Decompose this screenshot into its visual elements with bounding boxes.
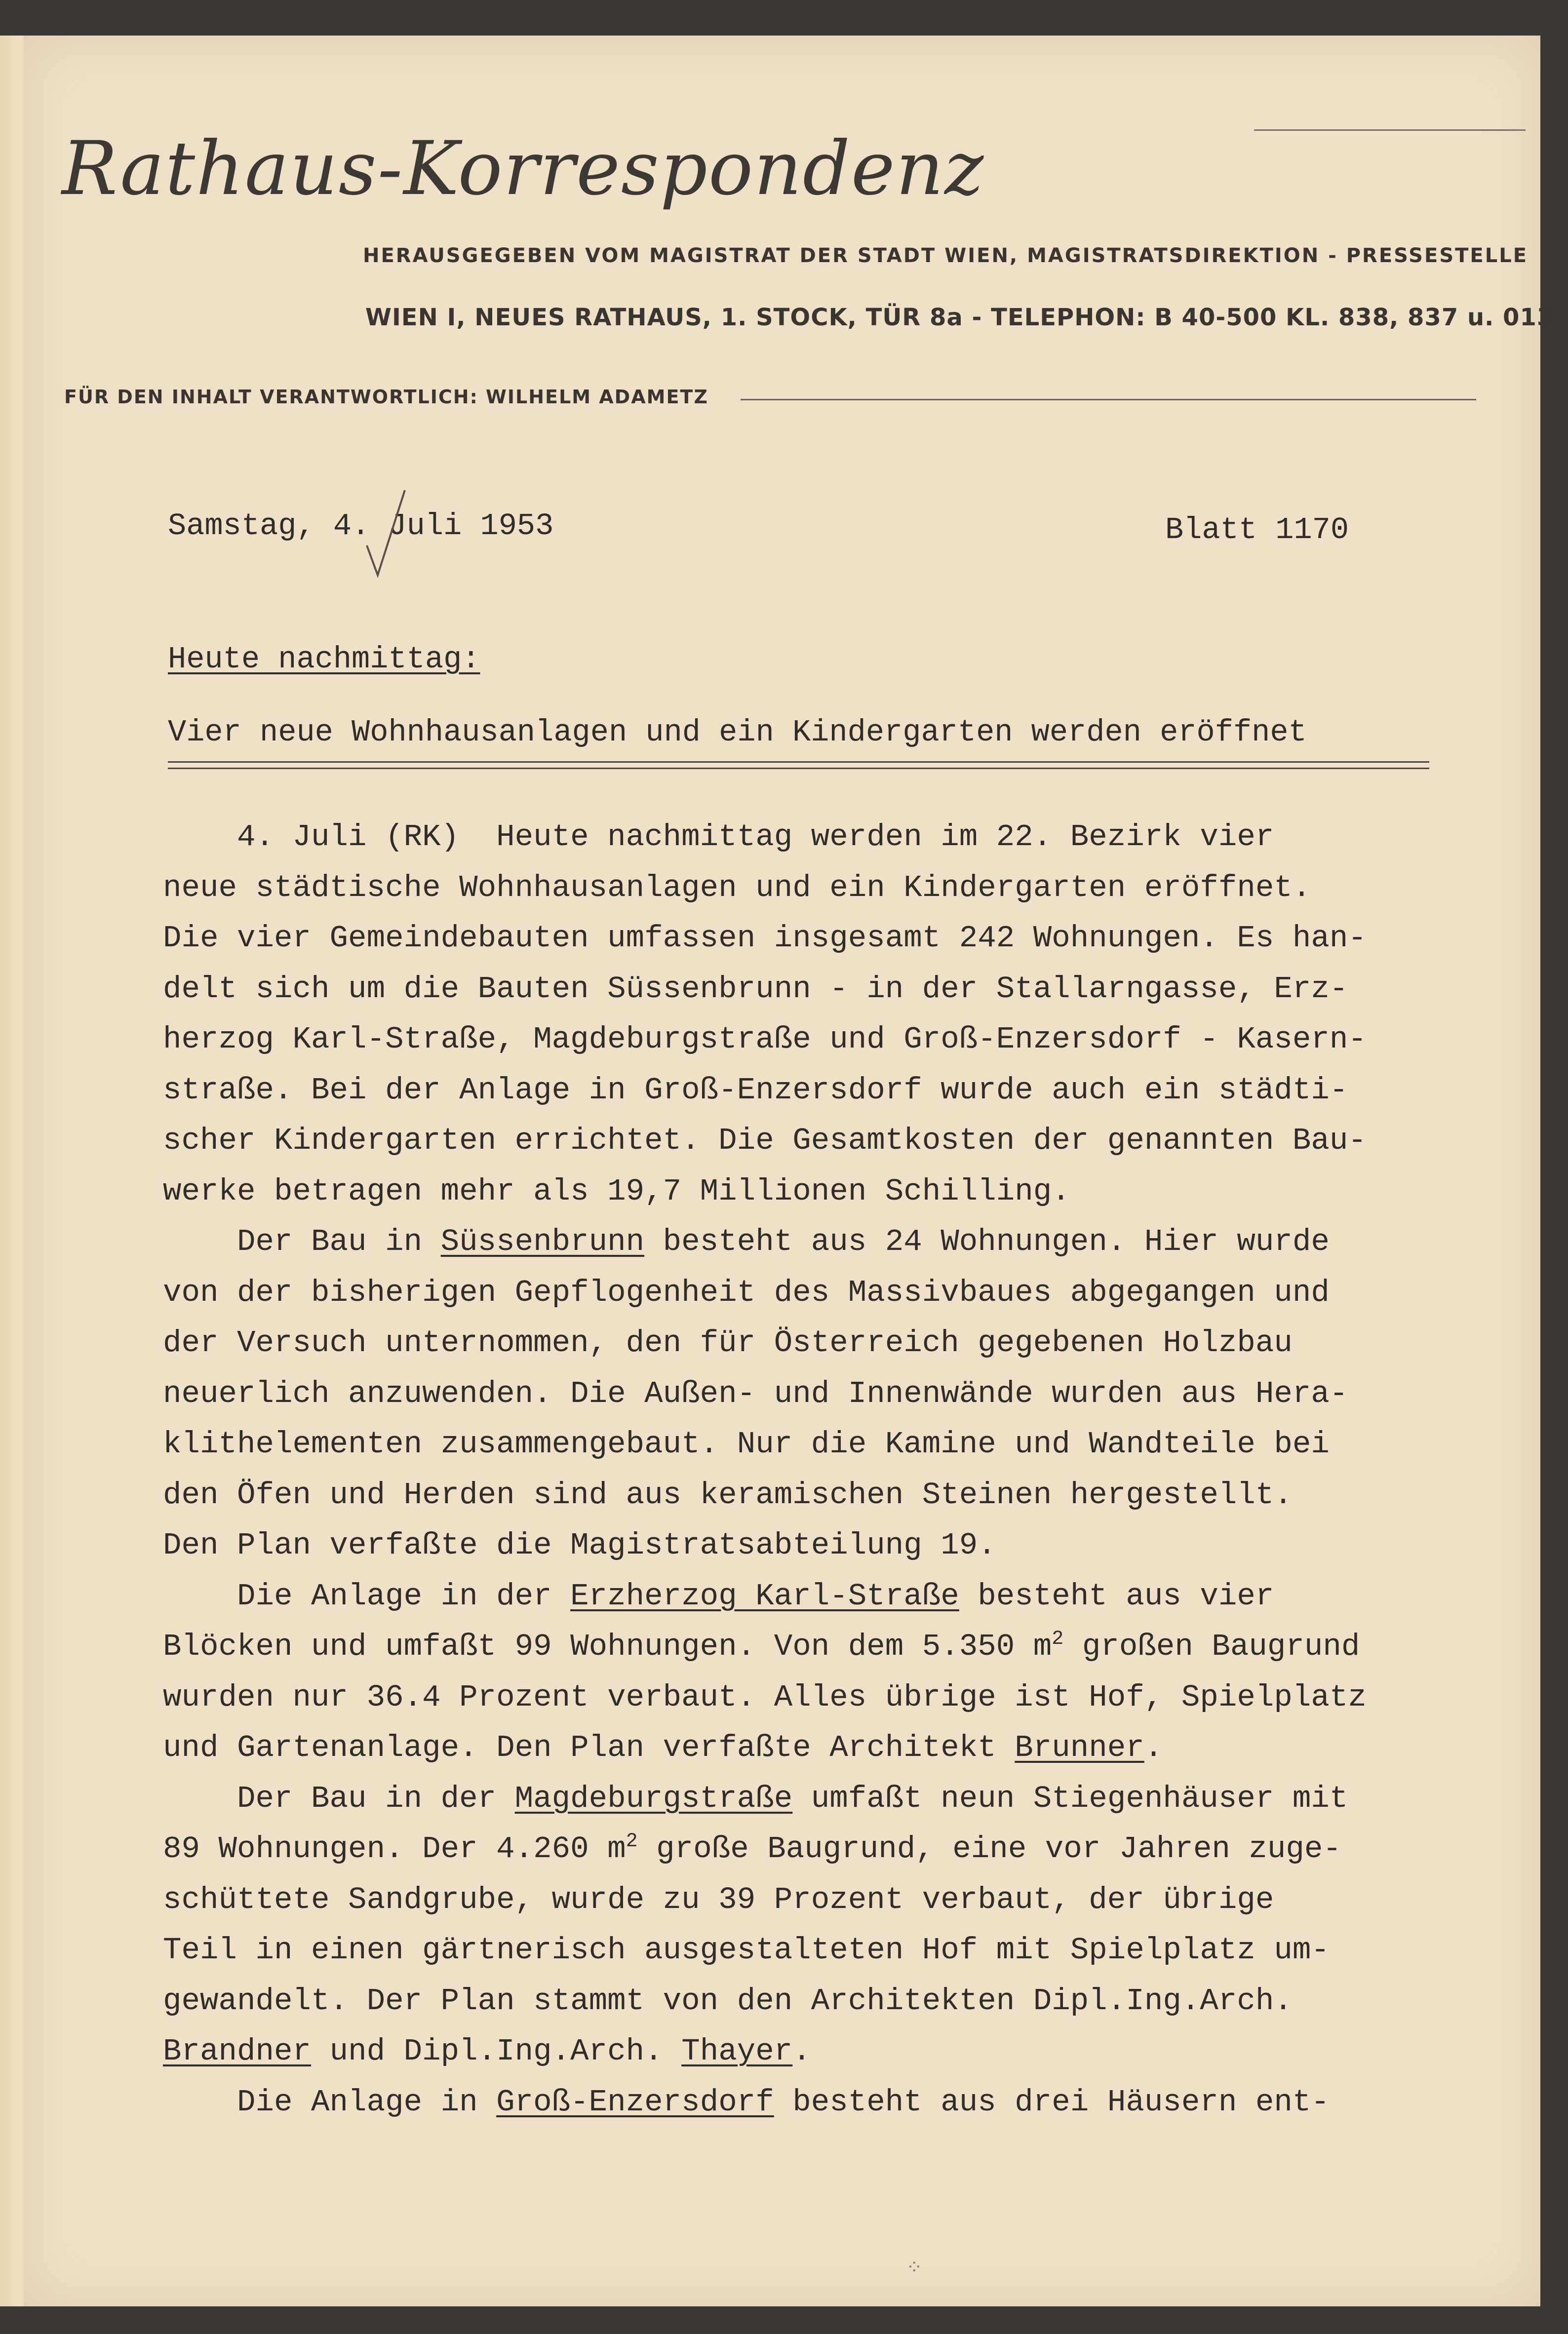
p1-line: scher Kindergarten errichtet. Die Gesamtkosten der genannten Bau- — [163, 1123, 1367, 1158]
sheet-number: Blatt 1170 — [1165, 512, 1349, 547]
p2-line: von der bisherigen Gepflogenheit des Massivbaues abgegangen und — [163, 1275, 1330, 1310]
p1-line: 4. Juli (RK) Heute nachmittag werden im 22. Bezirk vier — [163, 819, 1274, 855]
paper-specks: ⁘ — [906, 2258, 923, 2280]
p4-line: Teil in einen gärtnerisch ausgestalteten Hof mit Spielplatz um- — [163, 1933, 1330, 1968]
architect-thayer: Thayer — [681, 2034, 793, 2069]
masthead-decorative-rule — [1254, 129, 1526, 131]
p3-line: Blöcken und umfaßt 99 Wohnungen. Von dem 5.350 m — [163, 1629, 1052, 1664]
p3-end: . — [1144, 1730, 1163, 1765]
article-kicker: Heute nachmittag: — [168, 642, 480, 677]
place-suessenbrunn: Süssenbrunn — [440, 1224, 645, 1259]
issue-date: Samstag, 4. Juli 1953 — [168, 508, 554, 544]
p3-superscript: 2 — [1052, 1628, 1064, 1651]
publisher-line: HERAUSGEGEBEN VOM MAGISTRAT DER STADT WIEN, MAGISTRATSDIREKTION - PRESSESTELLE — [363, 244, 1529, 267]
p4-line: große Baugrund, eine vor Jahren zuge- — [637, 1831, 1341, 1867]
p1-line: delt sich um die Bauten Süssenbrunn - in der Stallarngasse, Erz- — [163, 971, 1348, 1007]
p4-line: 89 Wohnungen. Der 4.260 m — [163, 1831, 626, 1867]
p3-line: und Gartenanlage. Den Plan verfaßte Architekt — [163, 1730, 1015, 1765]
architect-brunner: Brunner — [1015, 1730, 1144, 1765]
headline-double-rule — [168, 761, 1429, 769]
place-gross-enzersdorf: Groß-Enzersdorf — [496, 2084, 774, 2120]
p2-pre: Der Bau in — [163, 1224, 441, 1259]
p2-line: neuerlich anzuwenden. Die Außen- und Innenwände wurden aus Hera- — [163, 1376, 1348, 1411]
address-line: WIEN I, NEUES RATHAUS, 1. STOCK, TÜR 8a - TELEPHON: B 40-500 KL. 838, 837 u. 013 — [365, 304, 1554, 331]
p4-mid: und Dipl.Ing.Arch. — [311, 2034, 682, 2069]
p4-line: schüttete Sandgrube, wurde zu 39 Prozent verbaut, der übrige — [163, 1882, 1274, 1917]
p1-line: herzog Karl-Straße, Magdeburgstraße und Groß-Enzersdorf - Kasern- — [163, 1022, 1367, 1057]
p2-line: klithelementen zusammengebaut. Nur die Kamine und Wandteile bei — [163, 1427, 1330, 1462]
p3-line: großen Baugrund — [1063, 1629, 1360, 1664]
p4-line: gewandelt. Der Plan stammt von den Architekten Dipl.Ing.Arch. — [163, 1983, 1293, 2019]
p2-line: Den Plan verfaßte die Magistratsabteilung 19. — [163, 1528, 996, 1563]
responsible-line: FÜR DEN INHALT VERANTWORTLICH: WILHELM ADAMETZ — [64, 386, 708, 408]
masthead-title: Rathaus-Korrespondenz — [62, 126, 985, 212]
p4-superscript: 2 — [626, 1830, 638, 1853]
p4-end: . — [792, 2034, 811, 2069]
pencil-check-mark-icon — [363, 486, 407, 585]
p1-line: Die vier Gemeindebauten umfassen insgesamt 242 Wohnungen. Es han- — [163, 921, 1367, 956]
p3-pre: Die Anlage in der — [163, 1578, 571, 1614]
place-magdeburgstrasse: Magdeburgstraße — [514, 1781, 793, 1816]
p1-line: straße. Bei der Anlage in Groß-Enzersdorf wurde auch ein städti- — [163, 1072, 1348, 1108]
p3-post: besteht aus vier — [959, 1578, 1274, 1614]
p4-pre: Der Bau in der — [163, 1781, 515, 1816]
architect-brandner: Brandner — [163, 2034, 312, 2069]
article-body — [163, 812, 1506, 2128]
p5-pre: Die Anlage in — [163, 2084, 497, 2120]
article-headline: Vier neue Wohnhausanlagen und ein Kindergarten werden eröffnet — [168, 715, 1307, 750]
p1-line: werke betragen mehr als 19,7 Millionen Schilling. — [163, 1173, 1070, 1209]
p1-line: neue städtische Wohnhausanlagen und ein Kindergarten eröffnet. — [163, 870, 1311, 905]
p2-line: der Versuch unternommen, den für Österreich gegebenen Holzbau — [163, 1325, 1293, 1361]
p4-post: umfaßt neun Stiegenhäuser mit — [792, 1781, 1348, 1816]
responsible-rule — [741, 399, 1476, 400]
p2-line: besteht aus 24 Wohnungen. Hier wurde — [644, 1224, 1330, 1259]
p5-post: besteht aus drei Häusern ent- — [774, 2084, 1330, 2120]
place-erzherzog-karl-strasse: Erzherzog Karl-Straße — [570, 1578, 959, 1614]
p2-line: den Öfen und Herden sind aus keramischen Steinen hergestellt. — [163, 1477, 1293, 1513]
p3-line: wurden nur 36.4 Prozent verbaut. Alles übrige ist Hof, Spielplatz — [163, 1679, 1367, 1715]
